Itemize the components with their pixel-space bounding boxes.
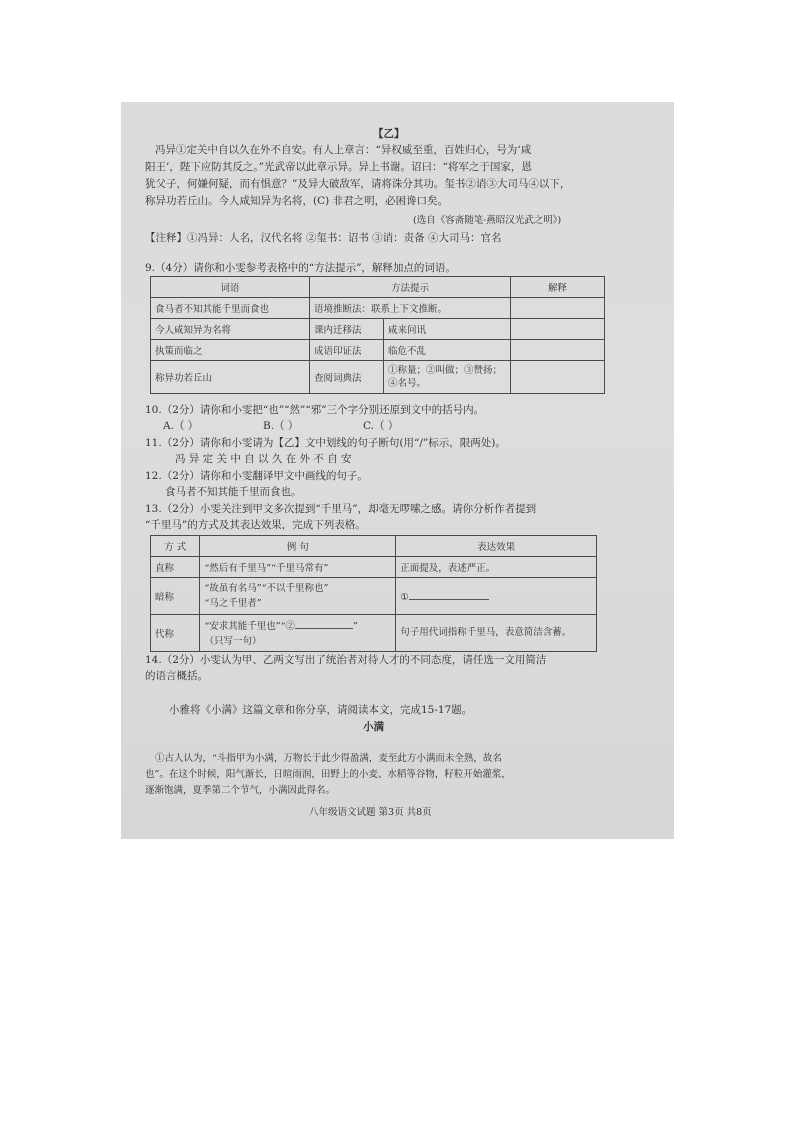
question-9-table <box>150 276 605 394</box>
q9-header-method: 方法提示 <box>310 277 511 298</box>
question-12-prompt: 12.（2分）请你和小雯翻译甲文中画线的句子。 <box>145 470 368 482</box>
q9-method: 成语印证法 <box>310 340 384 361</box>
q9-method: 语境推断法：联系上下文推断。 <box>310 298 511 319</box>
q9-method: 课内迁移法 <box>310 319 384 340</box>
q11-sentence: 冯 异 定 关 中 自 以 久 在 外 不 自 安 <box>175 453 352 465</box>
q10-blank-a[interactable]: A.（ ） <box>163 420 199 432</box>
q13-example-cell <box>200 615 396 652</box>
q13-effect-cell[interactable] <box>396 578 597 615</box>
reading-line-1: ①古人认为，“斗指甲为小满，万物长于此少得盈满，麦至此方小满而未全熟，故名 <box>155 753 502 764</box>
question-10-prompt: 10.（2分）请你和小雯把“也”“然”“邪”三个字分别还原到文中的括号内。 <box>145 404 485 416</box>
q13-header-method: 方 式 <box>151 536 200 557</box>
answer-blank[interactable] <box>409 589 489 600</box>
q9-answer-cell[interactable] <box>511 298 605 319</box>
q13-method: 暗称 <box>151 578 200 615</box>
reading-intro: 小雅将《小满》这篇文章和你分享，请阅读本文，完成15-17题。 <box>169 704 473 716</box>
answer-blank[interactable] <box>295 618 353 629</box>
question-9-prompt: 9.（4分）请你和小雯参考表格中的“方法提示”，解释加点的词语。 <box>145 262 456 274</box>
q9-method: 查阅词典法 <box>310 361 384 394</box>
q13-method: 直称 <box>151 557 200 578</box>
q13-effect: 句子用代词指称千里马，表意简洁含蓄。 <box>396 615 597 652</box>
q13-example: “然后有千里马”“千里马常有” <box>200 557 396 578</box>
question-13-prompt-line-2: “千里马”的方式及其表达效果，完成下列表格。 <box>145 519 366 531</box>
q13-example: “安求其能千里也”“② <box>204 620 296 632</box>
q13-method: 代称 <box>151 615 200 652</box>
q9-answer-cell[interactable] <box>511 361 605 394</box>
q13-example: “故虽有名马”“不以千里称也” <box>204 583 329 594</box>
exam-paper <box>145 128 645 828</box>
section-title: 【乙】 <box>373 128 405 140</box>
q9-answer-cell[interactable] <box>511 340 605 361</box>
q13-example: “马之千里者” <box>204 598 262 609</box>
scanned-page-photo <box>121 102 674 839</box>
q9-answer-cell[interactable] <box>511 319 605 340</box>
reading-line-3: 逐渐饱满，夏季第二个节气，小满因此得名。 <box>145 785 336 796</box>
q9-header-answer: 解释 <box>511 277 605 298</box>
q9-word: 称异功若丘山 <box>151 361 310 394</box>
passage-line-2: 阳王’，陛下应防其反之。”光武帝以此章示异。异上书谢。诏曰：“将军之于国家，恩 <box>145 161 532 173</box>
passage-notes: 【注释】①冯异：人名，汉代名将 ②玺书：诏书 ③诮：责备 ④大司马：官名 <box>145 232 502 244</box>
passage-source: (选自《容斋随笔·燕昭汉光武之明》) <box>413 215 562 226</box>
passage-line-4: 称异功若丘山。今人咸知异为名将，(C) 非君之明，必困谗口矣。 <box>145 195 449 207</box>
q13-effect: 正面提及，表述严正。 <box>396 557 597 578</box>
passage-line-1: 冯异①定关中自以久在外不自安。有人上章言：“异权威至重，百姓归心，号为‘咸 <box>155 144 532 156</box>
q9-example: 咸来问讯 <box>384 319 511 340</box>
reading-title: 小满 <box>363 721 384 733</box>
q12-sentence: 食马者不知其能千里而食也。 <box>165 486 302 498</box>
question-13-table <box>150 535 597 652</box>
question-13-prompt-line-1: 13.（2分）小雯关注到甲文多次提到“千里马”，却毫无啰嗦之感。请你分析作者提到 <box>145 503 537 515</box>
q9-word: 今人咸知异为名将 <box>151 319 310 340</box>
passage-line-3: 犹父子，何嫌何疑，而有惧意？”及异大破敌军，请将诛分其功。玺书②诮③大司马④以下， <box>145 178 571 190</box>
q13-example: （只写一句） <box>204 635 262 647</box>
q10-blank-b[interactable]: B.（ ） <box>263 420 299 432</box>
question-14-prompt-line-2: 的语言概括。 <box>145 670 208 682</box>
q13-header-example: 例 句 <box>200 536 396 557</box>
question-14-prompt-line-1: 14.（2分）小雯认为甲、乙两文写出了统治者对待人才的不同态度，请任选一文用简洁 <box>145 654 547 666</box>
q13-header-effect: 表达效果 <box>396 536 597 557</box>
q13-effect-label: ① <box>400 592 409 603</box>
q9-header-word: 词语 <box>151 277 310 298</box>
q9-word: 执策而临之 <box>151 340 310 361</box>
q13-quote-close: ” <box>353 620 358 632</box>
q9-example: ①称量；②叫做；③赞扬；④名号。 <box>384 361 511 394</box>
q9-word: 食马者不知其能千里而食也 <box>151 298 310 319</box>
reading-line-2: 也”。在这个时候，阳气渐长，日暄雨润，田野上的小麦、水稻等谷物，籽粒开始灌浆， <box>145 769 511 780</box>
q10-blank-c[interactable]: C.（ ） <box>363 420 399 432</box>
q13-example-cell <box>200 578 396 615</box>
page-footer: 八年级语文试题 第3页 共8页 <box>309 807 432 818</box>
q9-example: 临危不乱 <box>384 340 511 361</box>
question-11-prompt: 11.（2分）请你和小雯请为【乙】文中划线的句子断句(用“/”标示，限两处)。 <box>145 437 506 449</box>
